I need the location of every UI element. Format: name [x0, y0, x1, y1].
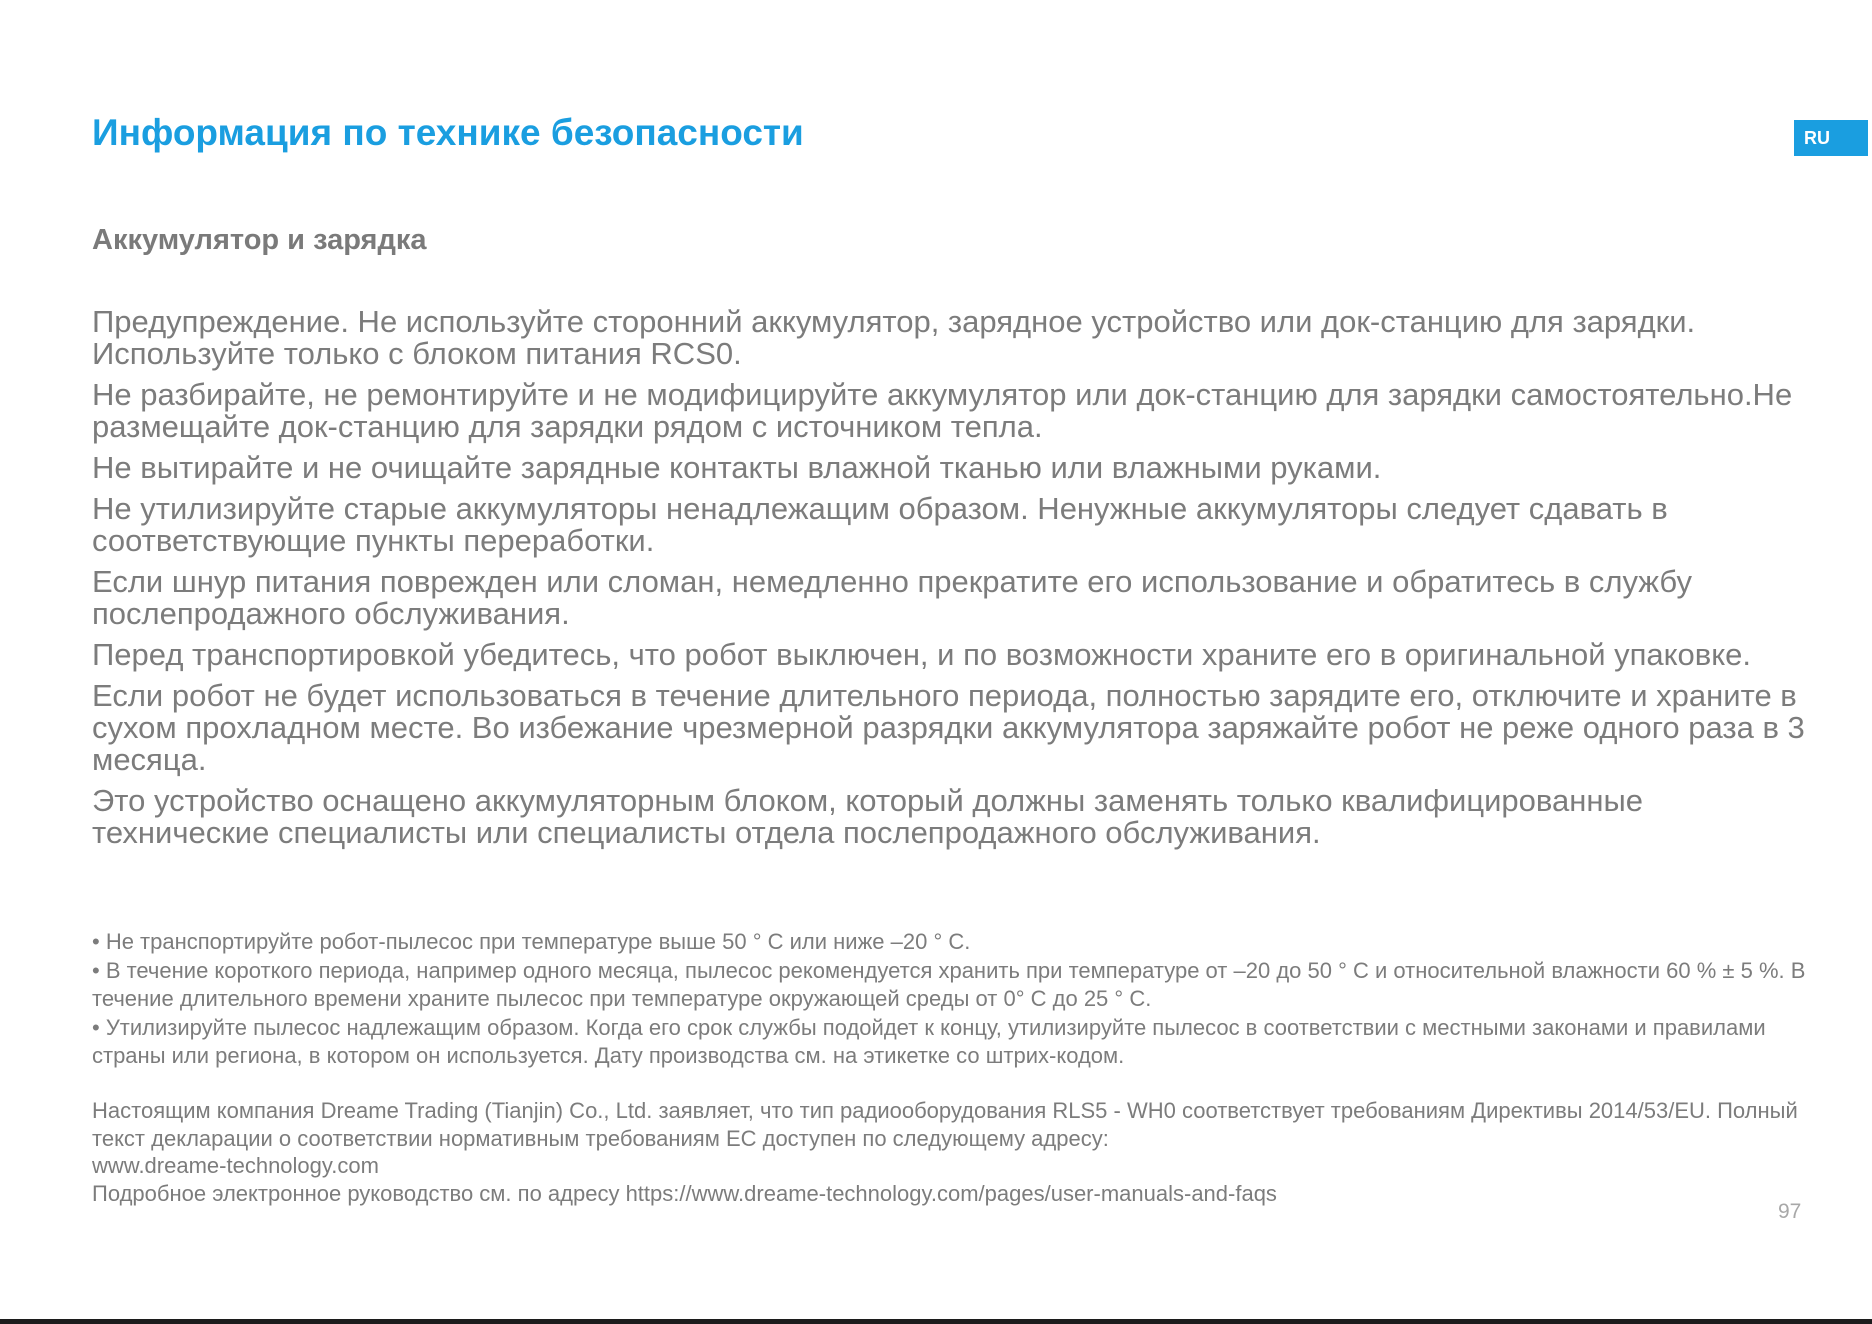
page-title: Информация по технике безопасности: [92, 112, 804, 153]
warning-paragraph: Перед транспортировкой убедитесь, что робот выключен, и по возможности храните его в оригинальной упаковке.: [92, 637, 1752, 672]
warning-paragraph: Не разбирайте, не ремонтируйте и не модифицируйте аккумулятор или док-станцию для зарядки самостоятельно.Не размещайте док-станцию для зарядки рядом с источником тепла.: [92, 377, 1793, 444]
warning-paragraph: Если шнур питания поврежден или сломан, немедленно прекратите его использование и обратитесь в службу послепродажного обслуживания.: [92, 564, 1692, 631]
manual-link-text[interactable]: Подробное электронное руководство см. по адресу https://www.dreame-technology.com/pages/user-manuals-and-faqs: [92, 1180, 1277, 1206]
storage-notes: [92, 928, 1812, 1071]
warning-paragraph: Если робот не будет использоваться в течение длительного периода, полностью зарядите его, отключите и храните в сухом прохладном месте. Во избежание чрезмерной разрядки аккумулятора заряжайте робот не реже одного раза в 3 месяца.: [92, 678, 1805, 777]
bullet-item: • Не транспортируйте робот-пылесос при температуре выше 50 ° С или ниже –20 ° С.: [92, 929, 971, 954]
language-badge: RU: [1794, 120, 1868, 156]
warning-paragraph: Не вытирайте и не очищайте зарядные контакты влажной тканью или влажными руками.: [92, 450, 1382, 485]
bullet-item: • Утилизируйте пылесос надлежащим образом. Когда его срок службы подойдет к концу, утилизируйте пылесос в соответствии с местными законами и правилами страны или региона, в котором он используется. Дату производства см. на этикетке со штрих-кодом.: [92, 1014, 1766, 1068]
section-heading: Аккумулятор и зарядка: [92, 224, 427, 256]
warnings-list: [92, 306, 1812, 858]
page-number: 97: [1778, 1200, 1802, 1223]
warning-paragraph: Это устройство оснащено аккумуляторным блоком, который должны заменять только квалифицированные технические специалисты или специалисты отдела послепродажного обслуживания.: [92, 783, 1643, 850]
warning-paragraph: Предупреждение. Не используйте сторонний аккумулятор, зарядное устройство или док-станцию для зарядки. Используйте только с блоком питания RCS0.: [92, 304, 1696, 371]
declaration-text: Настоящим компания Dreame Trading (Tianjin) Co., Ltd. заявляет, что тип радиооборудования RLS5 - WH0 соответствует требованиям Директивы 2014/53/EU. Полный текст декларации о соответствии нормативным требованиям ЕС доступен по следующему адресу:: [92, 1098, 1798, 1151]
bottom-divider: [0, 1319, 1872, 1324]
warning-paragraph: Не утилизируйте старые аккумуляторы ненадлежащим образом. Ненужные аккумуляторы следует сдавать в соответствующие пункты переработки.: [92, 491, 1668, 558]
conformity-declaration: [92, 1097, 1812, 1207]
website-link[interactable]: www.dreame-technology.com: [92, 1153, 379, 1178]
bullet-item: • В течение короткого периода, например одного месяца, пылесос рекомендуется хранить при температуре от –20 до 50 ° С и относительной влажности 60 % ± 5 %. В течение длительного времени храните пылесос при температуре окружающей среды от 0° С до 25 ° С.: [92, 957, 1806, 1011]
